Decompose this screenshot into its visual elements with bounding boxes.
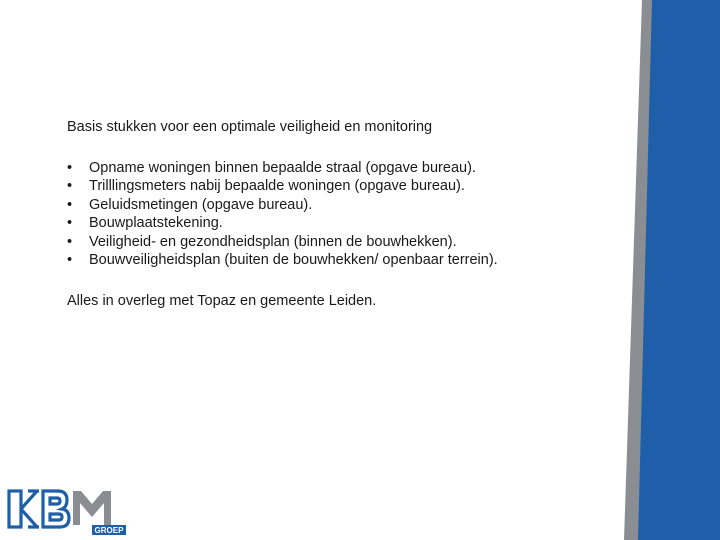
bullet-icon: • <box>67 215 73 231</box>
slide-heading: Basis stukken voor een optimale veiligheid en monitoring <box>67 119 433 135</box>
list-item <box>67 233 627 252</box>
slide-content <box>67 118 627 310</box>
bullet-icon: • <box>67 233 73 250</box>
list-item-text: Trilllingsmeters nabij bepaalde woningen (opgave bureau). <box>89 178 465 194</box>
blue-diagonal-band <box>638 0 720 540</box>
bullet-icon: • <box>67 196 73 213</box>
list-item <box>67 177 627 196</box>
list-item <box>67 251 627 270</box>
list-item-text: Geluidsmetingen (opgave bureau). <box>89 196 313 213</box>
list-item <box>67 159 627 178</box>
logo-subtitle: GROEP <box>94 526 124 536</box>
bullet-icon: • <box>67 252 73 268</box>
closing-text: Alles in overleg met Topaz en gemeente Leiden. <box>67 292 377 309</box>
bullet-icon: • <box>67 159 73 176</box>
list-item <box>67 214 627 233</box>
list-item-text: Opname woningen binnen bepaalde straal (opgave bureau). <box>89 159 476 176</box>
list-item <box>67 196 627 215</box>
list-item-text: Bouwplaatstekening. <box>89 215 223 231</box>
bullet-list <box>67 159 627 270</box>
kbm-groep-logo-icon <box>6 487 128 537</box>
bullet-icon: • <box>67 178 73 194</box>
list-item-text: Bouwveiligheidsplan (buiten de bouwhekken/ openbaar terrein). <box>89 252 498 268</box>
list-item-text: Veiligheid- en gezondheidsplan (binnen de bouwhekken). <box>89 233 457 250</box>
